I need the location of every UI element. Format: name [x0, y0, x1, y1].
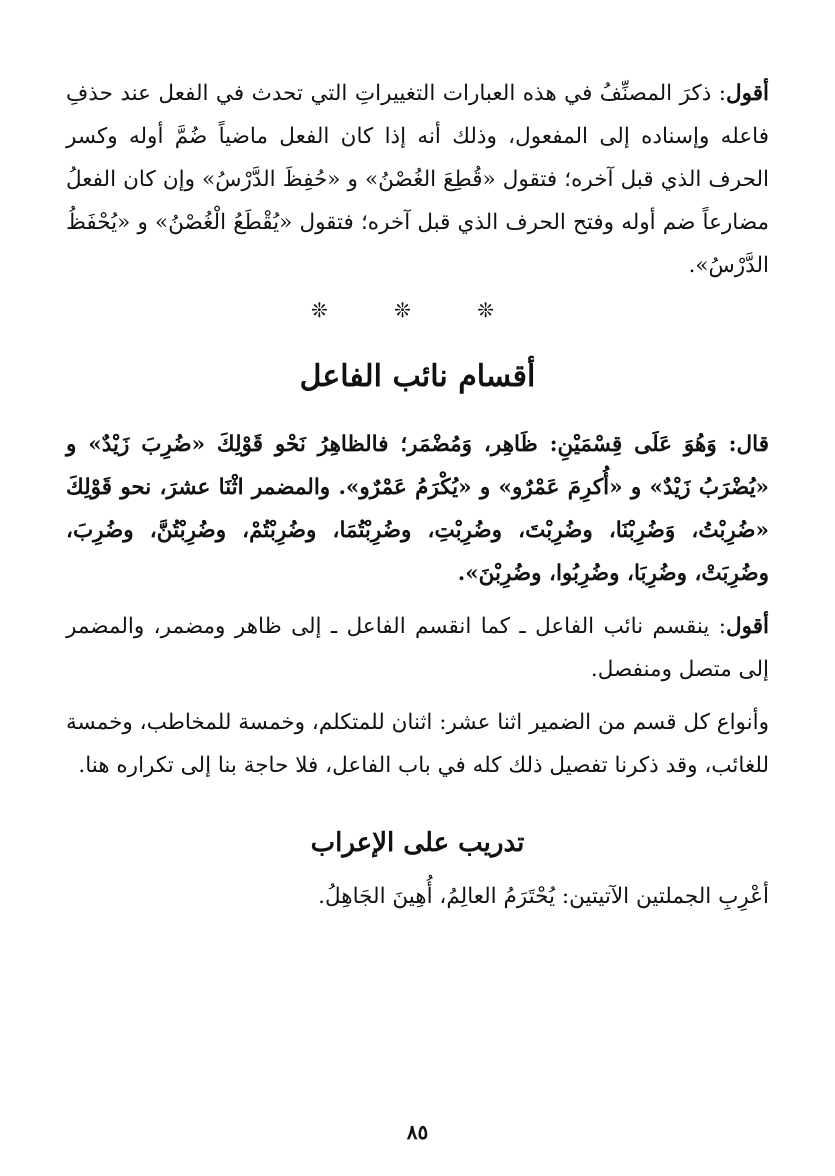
- paragraph-body: : ذكرَ المصنِّفُ في هذه العبارات التغييراتِ التي تحدث في الفعل عند حذفِ فاعله وإسناده إلى المفعول، وذلك أنه إذا كان الفعل ماضياً ضُمَّ أوله وكسر الحرف الذي قبل آخره؛ فتقول «قُطِعَ الغُصْنُ» و «حُفِظَ الدَّرْسُ» وإن كان الفعلُ مضارعاً ضم أوله وفتح الحرف الذي قبل آخره؛ فتقول «يُقْطَعُ الْغُصْنُ» و «يُحْفَظُ الدَّرْسُ».: [66, 81, 769, 278]
- section-separator: ❊ ❊ ❊: [311, 298, 524, 322]
- section-title: أقسام نائب الفاعل: [299, 359, 536, 394]
- paragraph-body: : ينقسم نائب الفاعل ـ كما انقسم الفاعل ـ إلى ظاهر ومضمر، والمضمر إلى متصل ومنفصل.: [66, 614, 769, 682]
- spacer: [66, 787, 769, 825]
- paragraph-commentary-3: وأنواع كل قسم من الضمير اثنا عشر: اثنان للمتكلم، وخمسة للمخاطب، وخمسة للغائب، وقد ذكرنا تفصيل ذلك كله في باب الفاعل، فلا حاجة بنا إلى تكراره هنا.: [66, 710, 769, 778]
- paragraph-lead-word: أقول: [726, 81, 769, 106]
- author-quote: قال: وَهُوَ عَلَى قِسْمَيْنِ: ظَاهِر، وَمُضْمَر؛ فالظاهِرُ نَحْو قَوْلِكَ «ضُرِبَ زَيْدٌ» و «يُضْرَبُ زَيْدٌ» و «أُكرِمَ عَمْرٌو» و «يُكْرَمُ عَمْرٌو». والمضمر اثْنَا عشرَ، نحو قَوْلِكَ «ضُرِبْتُ، وَضُرِبْنَا، وضُرِبْتَ، وضُرِبْتِ، وضُرِبْتُمَا، وضُرِبْتُمْ، وضُرِبْتُنَّ، وضُرِبَ، وضُرِبَتْ، وضُرِبَا، وضُرِبُوا، وضُرِبْنَ».: [66, 432, 769, 586]
- exercise-title: تدريب على الإعراب: [310, 828, 525, 858]
- exercise-text: أعْرِبِ الجملتين الآتيتين: يُحْتَرَمُ العالِمُ، أُهِينَ الجَاهِلُ.: [318, 884, 769, 909]
- page-number: ٨٥: [406, 1120, 429, 1144]
- paragraph-commentary-2: [66, 605, 769, 691]
- spacer: [66, 691, 769, 701]
- paragraph-commentary-1: [66, 72, 769, 287]
- paragraph-lead-word: أقول: [726, 614, 769, 639]
- spacer: [66, 595, 769, 605]
- book-page: [66, 72, 769, 918]
